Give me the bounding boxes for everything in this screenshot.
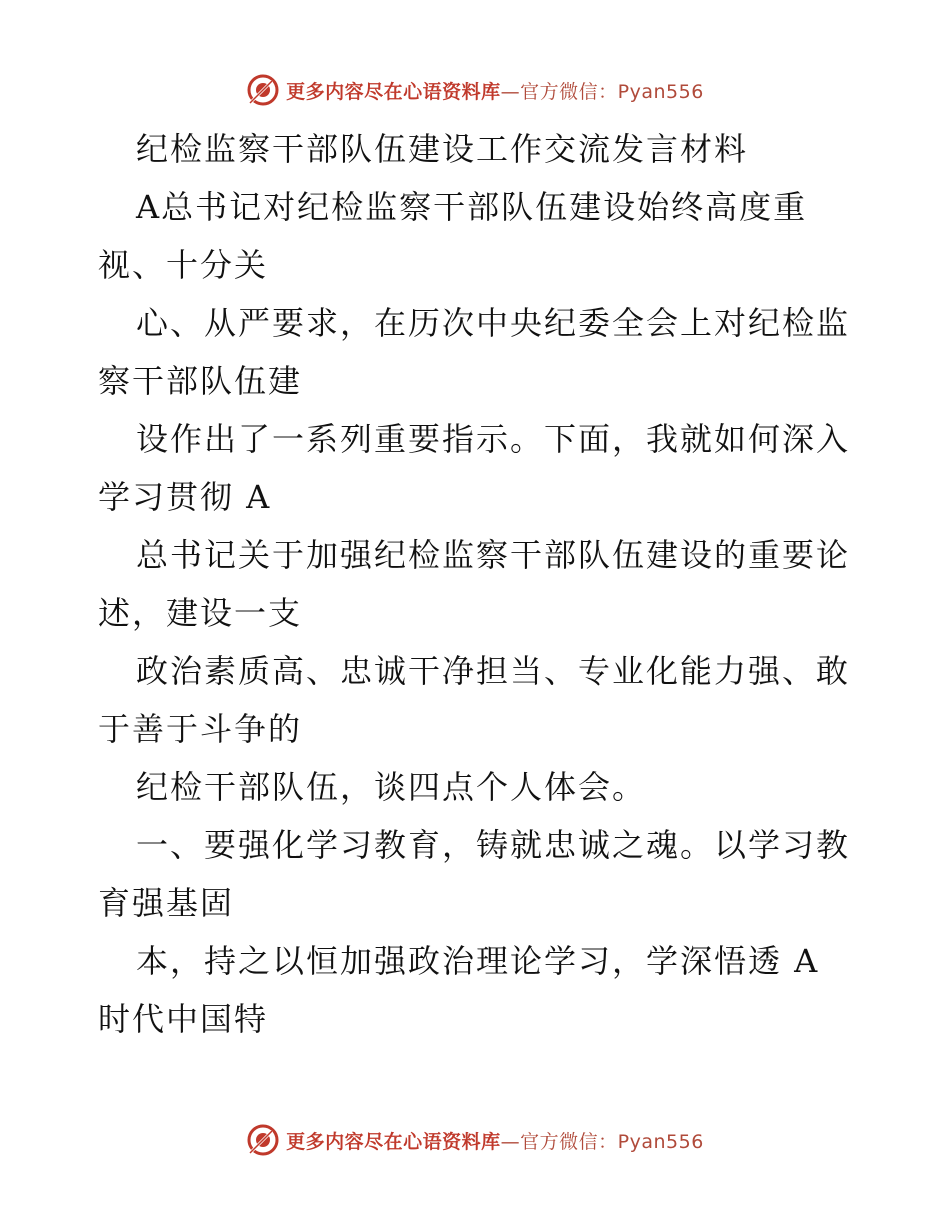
banner-sub-text: 官方微信：Pyan556: [520, 1130, 704, 1153]
banner-main-text: 更多内容尽在心语资料库: [286, 1130, 501, 1153]
doc-line: 纪检干部队伍，谈四点个人体会。: [136, 768, 647, 806]
doc-line: 育强基固: [98, 884, 235, 922]
doc-line: 总书记关于加强纪检监察干部队伍建设的重要论: [136, 536, 851, 574]
doc-line: 心、从严要求，在历次中央纪委全会上对纪检监: [136, 304, 851, 342]
doc-line: 学习贯彻 A: [98, 478, 272, 516]
doc-line: A总书记对纪检监察干部队伍建设始终高度重: [136, 188, 808, 226]
doc-line: 察干部队伍建: [98, 362, 303, 400]
doc-line: 视、十分关: [98, 246, 269, 284]
footer-watermark-banner: [0, 1120, 950, 1160]
header-watermark-banner: [0, 70, 950, 110]
doc-line: 设作出了一系列重要指示。下面，我就如何深入: [136, 420, 851, 458]
doc-line: 时代中国特: [98, 1000, 269, 1038]
doc-section-heading-line: 一、要强化学习教育，铸就忠诚之魂。以学习教: [136, 826, 851, 864]
doc-line: 政治素质高、忠诚干净担当、专业化能力强、敢: [136, 652, 851, 690]
doc-line: 于善于斗争的: [98, 710, 303, 748]
banner-dash: —: [500, 1130, 521, 1153]
banner-main-text: 更多内容尽在心语资料库: [286, 80, 501, 103]
doc-line: 本，持之以恒加强政治理论学习，学深悟透 A: [136, 942, 820, 980]
banner-sub-text: 官方微信：Pyan556: [520, 80, 704, 103]
pen-logo-icon: [246, 73, 280, 107]
banner-dash: —: [500, 80, 521, 103]
document-body: [98, 120, 858, 1048]
pen-logo-icon: [246, 1123, 280, 1157]
doc-line: 述，建设一支: [98, 594, 303, 632]
doc-title-line: 纪检监察干部队伍建设工作交流发言材料: [136, 130, 749, 168]
